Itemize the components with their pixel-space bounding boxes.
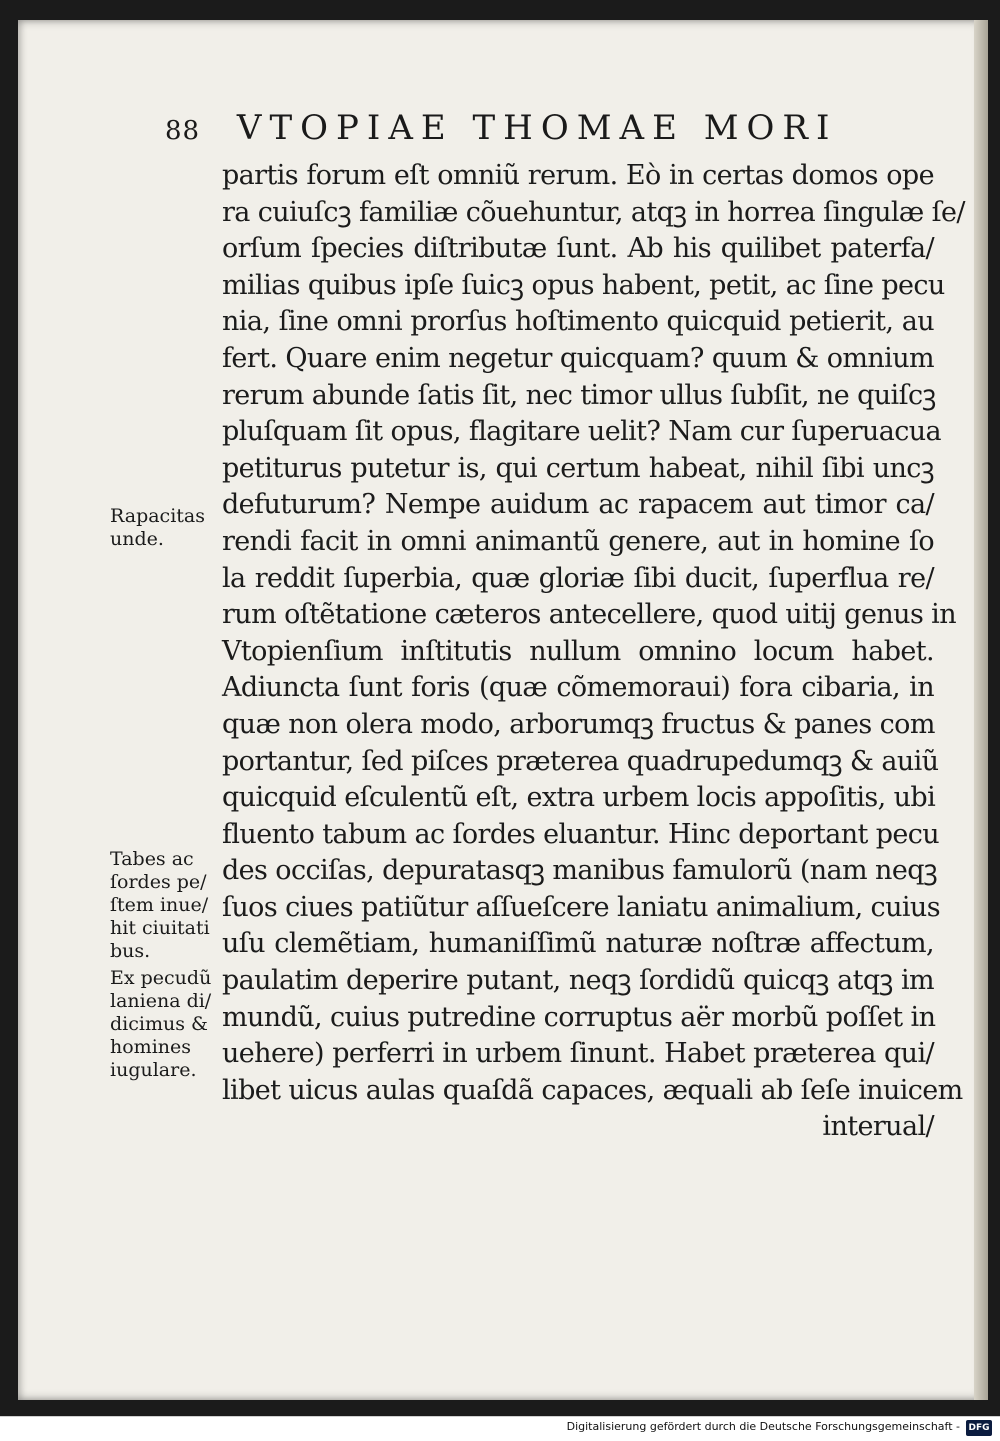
marginal-note-line: homines <box>110 1036 192 1058</box>
running-title: VTOPIAE THOMAE MORI <box>236 108 838 148</box>
marginal-note-line: Tabes ac <box>110 848 194 870</box>
text-line: la reddit ſuperbia, quæ gloriæ ſibi ducit, ſuperflua re/ <box>222 562 934 594</box>
marginal-note-line: bus. <box>110 940 151 962</box>
text-line: libet uicus aulas quaſdã capaces, æquali ab ſeſe inuicem <box>222 1074 963 1106</box>
text-line: orſum ſpecies diſtributæ ſunt. Ab his quilibet paterfa/ <box>222 233 934 265</box>
marginal-note-line: laniena di/ <box>110 990 212 1012</box>
text-line: fert. Quare enim negetur quicquam? quum & omnium <box>222 342 934 374</box>
digitization-footer <box>0 1416 1000 1441</box>
text-line: rum oſtẽtatione cæteros antecellere, quod uitij genus in <box>222 599 957 631</box>
funding-notice: Digitalisierung gefördert durch die Deutsche Forschungsgemeinschaft - <box>566 1420 960 1433</box>
text-line: mundũ, cuius putredine corruptus aër morbũ poſſet in <box>222 1001 936 1033</box>
marginal-note-line: hit ciuitati <box>110 917 210 939</box>
text-line: rerum abunde ſatis ſit, nec timor ullus ſubſit, ne quiſcꝫ <box>222 379 936 411</box>
marginal-note-line: iugulare. <box>110 1059 197 1081</box>
marginal-note-line: ſtem inue/ <box>110 894 209 916</box>
body-text <box>222 158 965 1146</box>
text-line: ra cuiuſcꝫ familiæ cõuehuntur, atqꝫ in horrea ſingulæ ſe/ <box>222 196 965 228</box>
marginal-note-line: unde. <box>110 528 164 550</box>
text-line: portantur, ſed piſces præterea quadrupedumqꝫ & auiũ <box>222 745 939 777</box>
text-line: nia, ſine omni prorſus hoſtimento quicquid petierit, au <box>222 306 934 338</box>
text-line: partis forum eſt omniũ rerum. Eò in certas domos ope <box>222 160 934 191</box>
running-head <box>165 108 935 151</box>
text-line: quicquid eſculentũ eſt, extra urbem locis appoſitis, ubi <box>222 782 936 814</box>
marginal-note-line: Ex pecudũ <box>110 967 212 989</box>
marginal-note-tabes <box>110 848 228 963</box>
text-line: fluento tabum ac ſordes eluantur. Hinc deportant pecu <box>222 818 940 850</box>
page-edge-shadow <box>974 20 988 1400</box>
text-line: Adiuncta ſunt foris (quæ cõmemoraui) fora cibaria, in <box>222 672 934 704</box>
text-line: ſuos ciues patiũtur aſſueſcere laniatu animalium, cuius <box>222 891 940 923</box>
text-line: quæ non olera modo, arborumqꝫ fructus & panes com <box>222 708 935 740</box>
page-number: 88 <box>165 116 201 146</box>
text-line: milias quibus ipſe ſuicꝫ opus habent, petit, ac ſine pecu <box>222 269 945 301</box>
text-line: pluſquam ſit opus, flagitare uelit? Nam cur ſuperuacua <box>222 416 942 448</box>
text-line: Vtopienſium inſtitutis nullum omnino locum habet. <box>222 635 934 667</box>
text-line: paulatim deperire putant, neqꝫ ſordidũ quicqꝫ atqꝫ im <box>222 965 934 997</box>
dfg-logo: DFG <box>966 1420 992 1436</box>
marginal-note-line: dicimus & <box>110 1013 208 1035</box>
text-line: uehere) perferri in urbem ſinunt. Habet præterea qui/ <box>222 1038 934 1070</box>
marginal-note-line: Rapacitas <box>110 505 205 527</box>
marginal-note-line: ſordes pe/ <box>110 871 207 893</box>
text-line: rendi facit in omni animantũ genere, aut in homine ſo <box>222 525 934 557</box>
text-line: defuturum? Nempe auidum ac rapacem aut timor ca/ <box>222 489 934 521</box>
catchword: interual/ <box>822 1111 934 1143</box>
marginal-note-laniena <box>110 967 228 1082</box>
text-line: des occiſas, depuratasqꝫ manibus famulorũ (nam neqꝫ <box>222 855 938 887</box>
text-line: uſu clemẽtiam, humaniſſimũ naturæ noſtræ affectum, <box>222 928 934 960</box>
text-line: petiturus putetur is, qui certum habeat, nihil ſibi uncꝫ <box>222 452 934 484</box>
marginal-note-rapacitas <box>110 505 228 551</box>
